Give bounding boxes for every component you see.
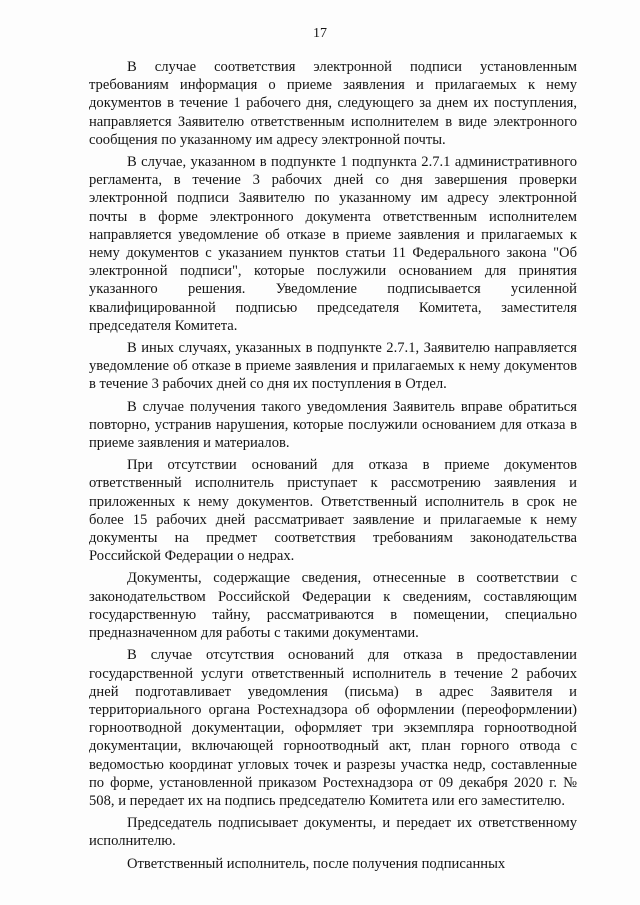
document-body (89, 58, 577, 877)
page-number: 17 (313, 26, 327, 41)
paragraph-document-review: При отсутствии оснований для отказа в приеме документов ответственный исполнитель приступает к рассмотрению заявления и приложенных к нему документов. Ответственный исполнитель в срок не более 15 рабочих дней рассматривает заявление и прилагаемые к нему документы на предмет соответствия требованиям законодательства Российской Федерации о недрах. (89, 457, 577, 565)
paragraph-repeat-application: В случае получения такого уведомления Заявитель вправе обратиться повторно, устранив нарушения, которые послужили основанием для отказа в приеме заявления и материалов. (89, 398, 577, 452)
paragraph-after-signing: Ответственный исполнитель, после получения подписанных (127, 855, 506, 872)
paragraph-other-cases-refusal: В иных случаях, указанных в подпункте 2.7.1, Заявителю направляется уведомление об отказе в приеме заявления и прилагаемых к нему документов в течение 3 рабочих дней со дня их поступления в Отдел. (89, 340, 577, 393)
paragraph-state-secret-documents: Документы, содержащие сведения, отнесенные в соответствии с законодательством Российской Федерации к сведениям, составляющим государственную тайну, рассматриваются в помещении, специально предназначенном для работы с такими документами. (89, 570, 577, 642)
paragraph-electronic-signature-match: В случае соответствия электронной подписи установленным требованиям информация о приеме заявления и прилагаемых к нему документов в течение 1 рабочего дня, следующего за днем их поступления, направляется Заявителю ответственным исполнителем в виде электронного сообщения по указанному им адресу электронной почты. (89, 59, 577, 148)
paragraph-chairman-signs: Председатель подписывает документы, и передает их ответственному исполнителю. (89, 815, 577, 850)
paragraph-signature-refusal-notice: В случае, указанном в подпункте 1 подпункта 2.7.1 административного регламента, в течение 3 рабочих дней со дня завершения проверки электронной подписи Заявителю по указанному им адресу электронной почты в форме электронного документа ответственным исполнителем направляется уведомление об отказе в приеме заявления и прилагаемых к нему документов с указанием пунктов статьи 11 Федерального закона "Об электронной подписи", которые послужили основанием для принятия указанного решения. Уведомление подписывается усиленной квалифицированной подписью председателя Комитета, заместителя председателя Комитета. (89, 154, 577, 334)
paragraph-service-provision: В случае отсутствия оснований для отказа в предоставлении государственной услуги ответственный исполнитель в течение 2 рабочих дней подготавливает уведомления (письма) в адрес Заявителя и территориального органа Ростехнадзора об оформлении (переоформлении) горноотводной документации, оформляет три экземпляра горноотводной документации, включающей горноотводный акт, план горного отвода с ведомостью координат угловых точек и разрезы участка недр, составленные по форме, установленной приказом Ростехнадзора от 09 декабря 2020 г. № 508, и передает их на подпись председателю Комитета или его заместителю. (89, 647, 577, 809)
